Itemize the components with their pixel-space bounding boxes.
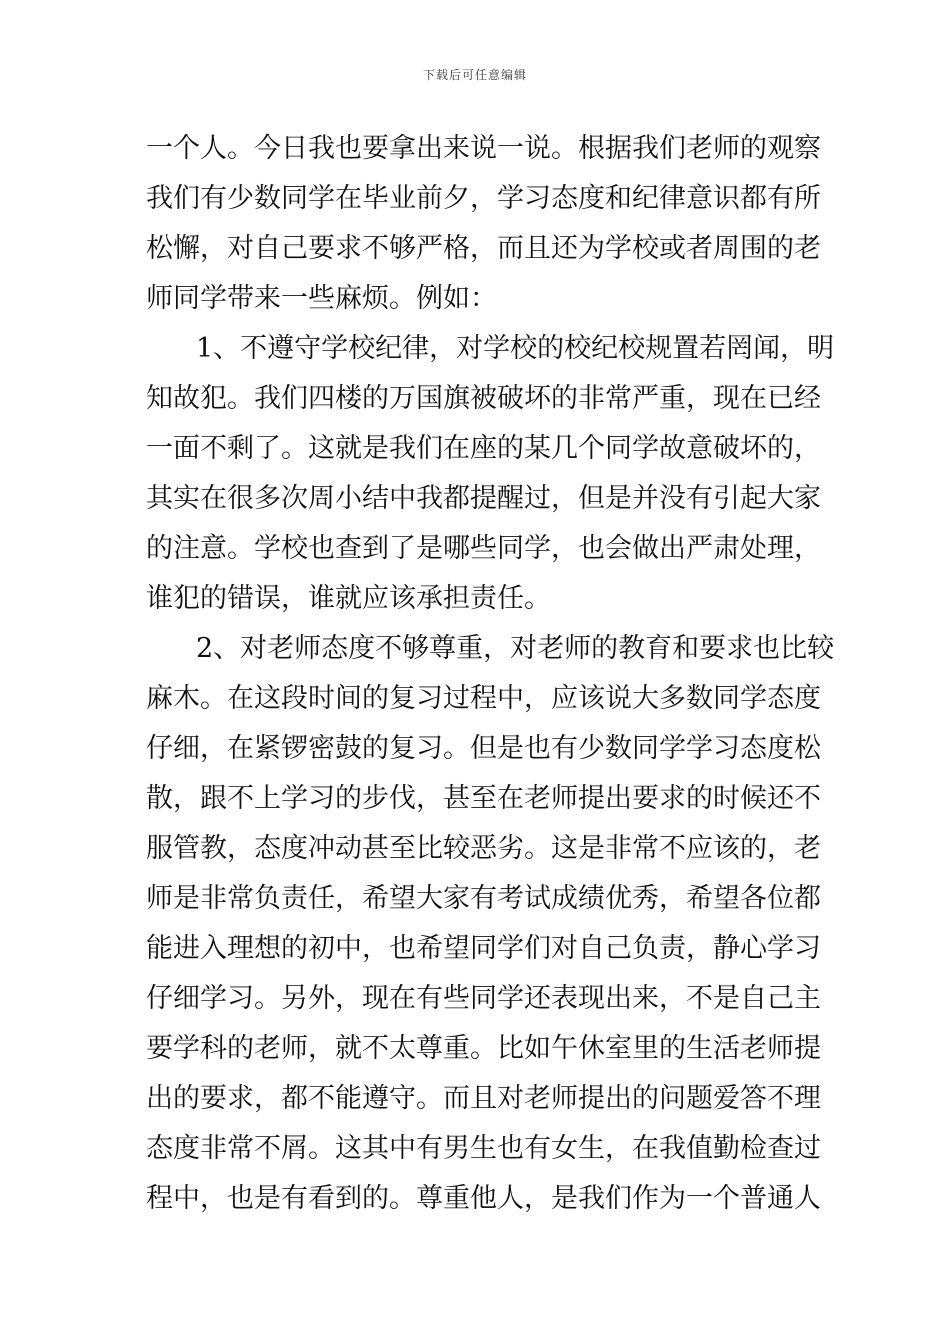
text-line: 散，跟不上学习的步伐，甚至在老师提出要求的时候还不	[146, 783, 821, 814]
text-line: 态度非常不屑。这其中有男生也有女生，在我值勤检查过	[146, 1133, 821, 1164]
text-line: 我们有少数同学在毕业前夕，学习态度和纪律意识都有所	[146, 183, 821, 214]
text-line: 能进入理想的初中，也希望同学们对自己负责，静心学习	[146, 933, 821, 964]
text-line: 出的要求，都不能遵守。而且对老师提出的问题爱答不理	[146, 1083, 821, 1114]
text-line: 服管教，态度冲动甚至比较恶劣。这是非常不应该的，老	[146, 833, 821, 864]
body-text	[146, 124, 835, 1224]
text-line: 仔细学习。另外，现在有些同学还表现出来，不是自己主	[146, 983, 821, 1014]
text-line: 师同学带来一些麻烦。例如：	[146, 283, 497, 314]
text-line: 一个人。今日我也要拿出来说一说。根据我们老师的观察	[146, 133, 821, 164]
header-note: 下载后可任意编辑	[422, 68, 527, 82]
text-line: 其实在很多次周小结中我都提醒过，但是并没有引起大家	[146, 483, 821, 514]
text-line: 仔细，在紧锣密鼓的复习。但是也有少数同学学习态度松	[146, 733, 821, 764]
text-line: 麻木。在这段时间的复习过程中，应该说大多数同学态度	[146, 683, 821, 714]
text-line: 师是非常负责任，希望大家有考试成绩优秀，希望各位都	[146, 883, 821, 914]
text-line: 要学科的老师，就不太尊重。比如午休室里的生活老师提	[146, 1033, 821, 1064]
text-line: 一面不剩了。这就是我们在座的某几个同学故意破坏的，	[146, 433, 821, 464]
paragraph-start-line: 2、对老师态度不够尊重，对老师的教育和要求也比较	[196, 633, 835, 664]
text-line: 谁犯的错误，谁就应该承担责任。	[146, 583, 551, 614]
text-line: 程中，也是有看到的。尊重他人，是我们作为一个普通人	[146, 1183, 821, 1214]
text-line: 的注意。学校也查到了是哪些同学，也会做出严肃处理，	[146, 533, 821, 564]
text-line: 知故犯。我们四楼的万国旗被破坏的非常严重，现在已经	[146, 383, 821, 414]
paragraph-start-line: 1、不遵守学校纪律，对学校的校纪校规置若罔闻，明	[196, 333, 835, 364]
text-line: 松懈，对自己要求不够严格，而且还为学校或者周围的老	[146, 233, 821, 264]
